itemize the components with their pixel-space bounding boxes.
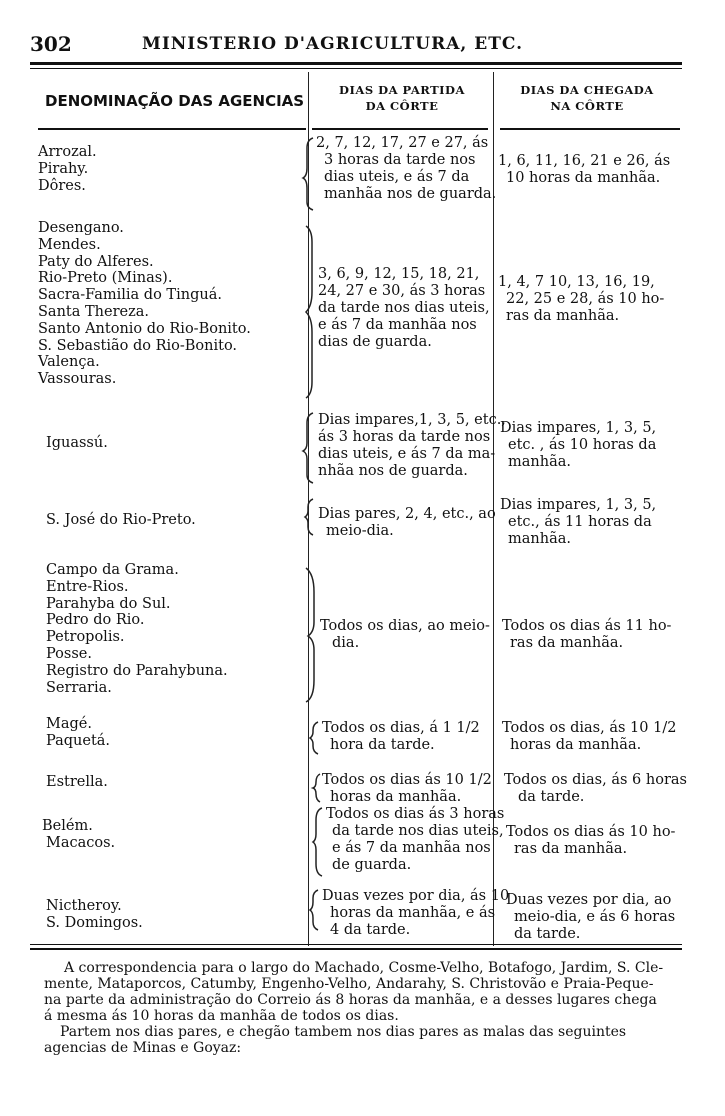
brace bbox=[313, 808, 322, 876]
arrival-header-line: NA CÔRTE bbox=[550, 99, 624, 113]
departure-line: ás 3 horas da tarde nos bbox=[318, 429, 491, 445]
agency-name: Desengano. bbox=[38, 220, 124, 236]
departure-line: hora da tarde. bbox=[330, 737, 435, 753]
departure-line: e ás 7 da manhãa nos bbox=[318, 317, 477, 333]
page-number: 302 bbox=[30, 32, 72, 56]
agency-name: Petropolis. bbox=[46, 629, 125, 646]
arrival-line: horas da manhãa. bbox=[510, 737, 642, 753]
agency-name: Registro do Parahybuna. bbox=[46, 662, 228, 679]
agencies-column-header: DENOMINAÇÃO DAS AGENCIAS bbox=[45, 92, 305, 110]
arrival-line: manhãa. bbox=[508, 531, 571, 547]
arrival-line: Dias impares, 1, 3, 5, bbox=[500, 420, 657, 436]
brace bbox=[303, 413, 313, 483]
agency-name: Iguassú. bbox=[46, 435, 108, 451]
agency-name: S. José do Rio-Preto. bbox=[46, 512, 196, 528]
arrival-line: 10 horas da manhãa. bbox=[506, 170, 661, 186]
arrival-line: meio-dia, e ás 6 horas bbox=[514, 909, 676, 925]
agency-name: Macacos. bbox=[46, 834, 116, 851]
running-title: MINISTERIO D'AGRICULTURA, ETC. bbox=[142, 34, 523, 54]
footer-line: mente, Mataporcos, Catumby, Engenho-Velho, Andarahy, S. Christovão e Praia-Peque- bbox=[44, 976, 654, 992]
arrival-line: Todos os dias, ás 6 horas bbox=[504, 772, 687, 788]
departure-line: horas da manhãa, e ás bbox=[330, 905, 496, 921]
arrival-line: manhãa. bbox=[508, 454, 571, 470]
arrival-line: 1, 6, 11, 16, 21 e 26, ás bbox=[498, 153, 671, 169]
arrival-line: da tarde. bbox=[514, 926, 581, 942]
departure-line: da tarde nos dias uteis, bbox=[332, 823, 504, 839]
arrival-header-line: DIAS DA CHEGADA bbox=[520, 83, 654, 97]
agency-name: Vassouras. bbox=[38, 371, 117, 388]
agency-name: Posse. bbox=[46, 645, 92, 662]
departure-line: dias de guarda. bbox=[318, 334, 432, 350]
arrival-line: etc. , ás 10 horas da bbox=[508, 437, 657, 453]
departure-line: 3 horas da tarde nos bbox=[324, 152, 476, 168]
arrival-line: etc., ás 11 horas da bbox=[508, 514, 652, 530]
arrival-line: Dias impares, 1, 3, 5, bbox=[500, 497, 657, 513]
departure-line: dias uteis, e ás 7 da bbox=[324, 169, 470, 185]
agency-name: Estrella. bbox=[46, 774, 108, 790]
footer-line: agencias de Minas e Goyaz: bbox=[44, 1040, 242, 1056]
departure-line: dias uteis, e ás 7 da ma- bbox=[318, 446, 496, 462]
agency-name: Dôres. bbox=[38, 177, 86, 194]
brace bbox=[303, 138, 313, 210]
departure-line: Todos os dias, ao meio- bbox=[320, 618, 490, 634]
brace bbox=[305, 499, 313, 535]
departure-line: meio-dia. bbox=[326, 523, 394, 539]
agency-name: Belém. bbox=[42, 818, 93, 834]
brace bbox=[313, 774, 320, 802]
departure-line: dia. bbox=[332, 635, 360, 651]
departure-line: manhãa nos de guarda. bbox=[324, 186, 497, 202]
arrival-line: Todos os dias, ás 10 1/2 bbox=[502, 720, 677, 736]
departure-header-line: DA CÔRTE bbox=[365, 99, 439, 113]
agency-name: Arrozal. bbox=[38, 144, 97, 160]
agency-name: Serraria. bbox=[46, 679, 112, 696]
agency-name: Magé. bbox=[46, 716, 92, 732]
brace bbox=[306, 568, 314, 702]
agency-name: Valença. bbox=[38, 354, 100, 371]
departure-line: Dias pares, 2, 4, etc., ao bbox=[318, 506, 496, 522]
agency-name: Parahyba do Sul. bbox=[46, 595, 171, 612]
footer-paragraph bbox=[44, 960, 684, 1056]
departure-line: Todos os dias, á 1 1/2 bbox=[322, 720, 480, 736]
departure-header-line: DIAS DA PARTIDA bbox=[339, 83, 465, 97]
brace bbox=[310, 722, 318, 754]
departure-line: Duas vezes por dia, ás 10 bbox=[322, 888, 510, 904]
arrival-line: da tarde. bbox=[518, 789, 585, 805]
agency-name: Entre-Rios. bbox=[46, 578, 129, 595]
departure-line: Dias impares,1, 3, 5, etc., bbox=[318, 412, 506, 428]
agency-name: Rio-Preto (Minas). bbox=[38, 270, 173, 287]
agency-name: S. Sebastião do Rio-Bonito. bbox=[38, 337, 238, 354]
arrival-line: Duas vezes por dia, ao bbox=[506, 892, 672, 908]
departure-line: da tarde nos dias uteis, bbox=[318, 300, 490, 316]
footer-line: á mesma ás 10 horas da manhãa de todos os dias. bbox=[44, 1008, 399, 1024]
arrival-line: 1, 4, 7 10, 13, 16, 19, bbox=[498, 274, 655, 290]
agency-name: Paquetá. bbox=[46, 732, 111, 749]
table-bottom-rule bbox=[30, 944, 682, 945]
departure-line: 2, 7, 12, 17, 27 e 27, ás bbox=[316, 135, 489, 151]
arrival-line: Todos os dias ás 10 ho- bbox=[506, 824, 676, 840]
agency-name: Santa Thereza. bbox=[38, 303, 149, 320]
departure-line: Todos os dias ás 3 horas bbox=[326, 806, 505, 822]
agency-name: Sacra-Familia do Tinguá. bbox=[38, 287, 222, 304]
footer-line: A correspondencia para o largo do Machado, Cosme-Velho, Botafogo, Jardim, S. Cle- bbox=[64, 960, 664, 976]
arrival-line: ras da manhãa. bbox=[506, 308, 620, 324]
arrival-line: Todos os dias ás 11 ho- bbox=[502, 618, 672, 634]
departure-line: Todos os dias ás 10 1/2 bbox=[322, 772, 492, 788]
arrival-line: ras da manhãa. bbox=[510, 635, 624, 651]
footer-line: na parte da administração do Correio ás 8 horas da manhãa, e a desses lugares chega bbox=[44, 992, 657, 1008]
agency-name: S. Domingos. bbox=[46, 914, 143, 931]
arrival-line: 22, 25 e 28, ás 10 ho- bbox=[506, 291, 665, 307]
agency-name: Mendes. bbox=[38, 236, 101, 253]
departure-line: horas da manhãa. bbox=[330, 789, 462, 805]
footer-line: Partem nos dias pares, e chegão tambem nos dias pares as malas das seguintes bbox=[60, 1024, 627, 1040]
agency-name: Santo Antonio do Rio-Bonito. bbox=[38, 320, 251, 337]
agency-name: Pedro do Rio. bbox=[46, 612, 145, 629]
departure-line: de guarda. bbox=[332, 857, 412, 873]
arrival-line: ras da manhãa. bbox=[514, 841, 628, 857]
brace bbox=[306, 226, 312, 398]
departure-line: 4 da tarde. bbox=[330, 922, 411, 938]
brace bbox=[310, 890, 318, 930]
agency-name: Pirahy. bbox=[38, 160, 89, 177]
agency-name: Campo da Grama. bbox=[46, 562, 179, 578]
departure-line: nhãa nos de guarda. bbox=[318, 463, 468, 479]
table-bottom-rule-thick bbox=[30, 948, 682, 950]
agency-name: Nictheroy. bbox=[46, 898, 122, 914]
departure-line: e ás 7 da manhãa nos bbox=[332, 840, 491, 856]
agency-name: Paty do Alferes. bbox=[38, 253, 154, 270]
departure-line: 3, 6, 9, 12, 15, 18, 21, bbox=[318, 266, 480, 282]
departure-line: 24, 27 e 30, ás 3 horas bbox=[318, 283, 486, 299]
